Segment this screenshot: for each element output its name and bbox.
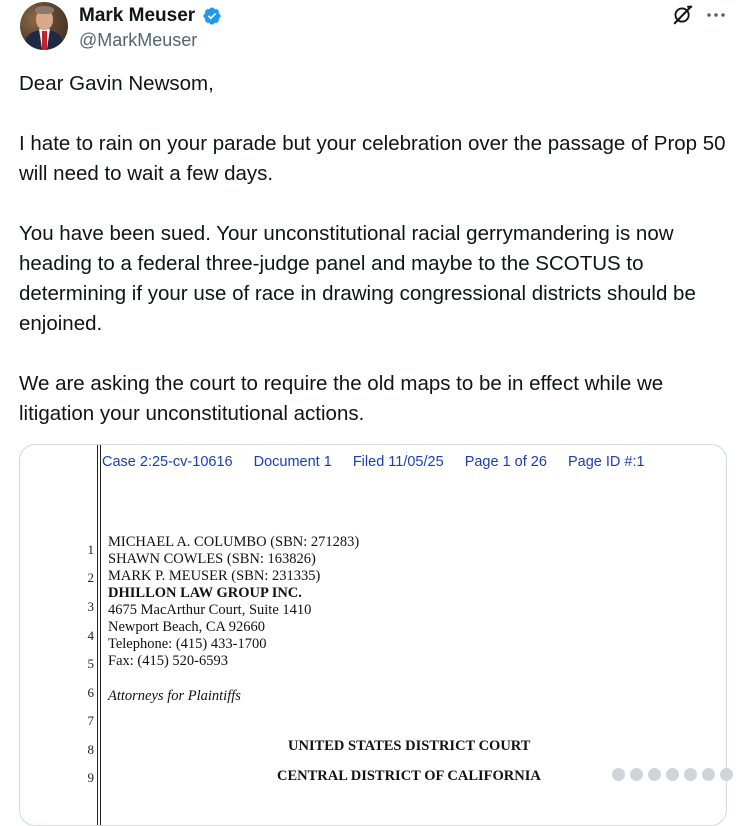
document-header [102, 454, 662, 470]
tweet-paragraph: I hate to rain on your parade but your celebration over the passage of Prop 50 will need to wait a few days. [19, 132, 726, 185]
tweet-paragraph: We are asking the court to require the old maps to be in effect while we litigation your unconstitutional actions. [19, 372, 664, 425]
avatar[interactable] [20, 2, 68, 50]
image-pager[interactable] [612, 768, 742, 782]
court-name: UNITED STATES DISTRICT COURT [288, 738, 531, 754]
line-number: 1 [87, 542, 94, 557]
attorneys-for: Attorneys for Plaintiffs [108, 688, 241, 704]
author-name[interactable]: Mark Meuser [79, 5, 196, 26]
counsel-line: 4675 MacArthur Court, Suite 1410 [108, 602, 312, 618]
page-id: Page ID #:1 [567, 454, 645, 470]
counsel-line: SHAWN COWLES (SBN: 163826) [108, 551, 316, 567]
law-firm-name: DHILLON LAW GROUP INC. [108, 585, 302, 601]
district-name: CENTRAL DISTRICT OF CALIFORNIA [277, 768, 541, 784]
tweet-header [20, 2, 729, 54]
counsel-line: Telephone: (415) 433-1700 [108, 636, 267, 652]
counsel-line: MICHAEL A. COLUMBO (SBN: 271283) [108, 534, 360, 550]
line-number: 8 [87, 742, 94, 757]
margin-rule [97, 445, 98, 825]
line-number: 9 [87, 770, 94, 785]
pager-dot[interactable] [630, 768, 643, 781]
pager-dot[interactable] [612, 768, 625, 781]
counsel-line: Newport Beach, CA 92660 [108, 619, 266, 635]
counsel-line: Fax: (415) 520-6593 [108, 653, 229, 669]
line-number: 7 [87, 713, 94, 728]
pager-dot[interactable] [666, 768, 679, 781]
line-number: 2 [87, 570, 94, 585]
tweet-paragraph: Dear Gavin Newsom, [19, 72, 214, 95]
document-number: Document 1 [253, 454, 332, 470]
page-count: Page 1 of 26 [464, 454, 547, 470]
pager-dot[interactable] [720, 768, 733, 781]
case-number: Case 2:25-cv-10616 [102, 454, 233, 470]
pager-dot[interactable] [648, 768, 661, 781]
verified-badge-icon [202, 6, 222, 26]
line-number: 3 [87, 599, 94, 614]
filed-date: Filed 11/05/25 [352, 454, 444, 470]
line-number: 6 [87, 685, 94, 700]
author-handle[interactable]: @MarkMeuser [79, 30, 198, 50]
pager-dot[interactable] [702, 768, 715, 781]
counsel-line: MARK P. MEUSER (SBN: 231335) [108, 568, 321, 584]
line-number: 4 [87, 628, 94, 643]
tweet-text [19, 69, 731, 429]
more-options-icon[interactable] [704, 3, 728, 27]
margin-rule [100, 445, 101, 825]
grok-icon[interactable] [672, 4, 694, 26]
line-number: 5 [87, 656, 94, 671]
tweet-paragraph: You have been sued. Your unconstitutional racial gerrymandering is now heading to a federal three-judge panel and maybe to the SCOTUS to determining if your use of race in drawing congressional districts should be enjoined. [19, 222, 696, 335]
pager-dot[interactable] [684, 768, 697, 781]
counsel-block [108, 534, 359, 705]
